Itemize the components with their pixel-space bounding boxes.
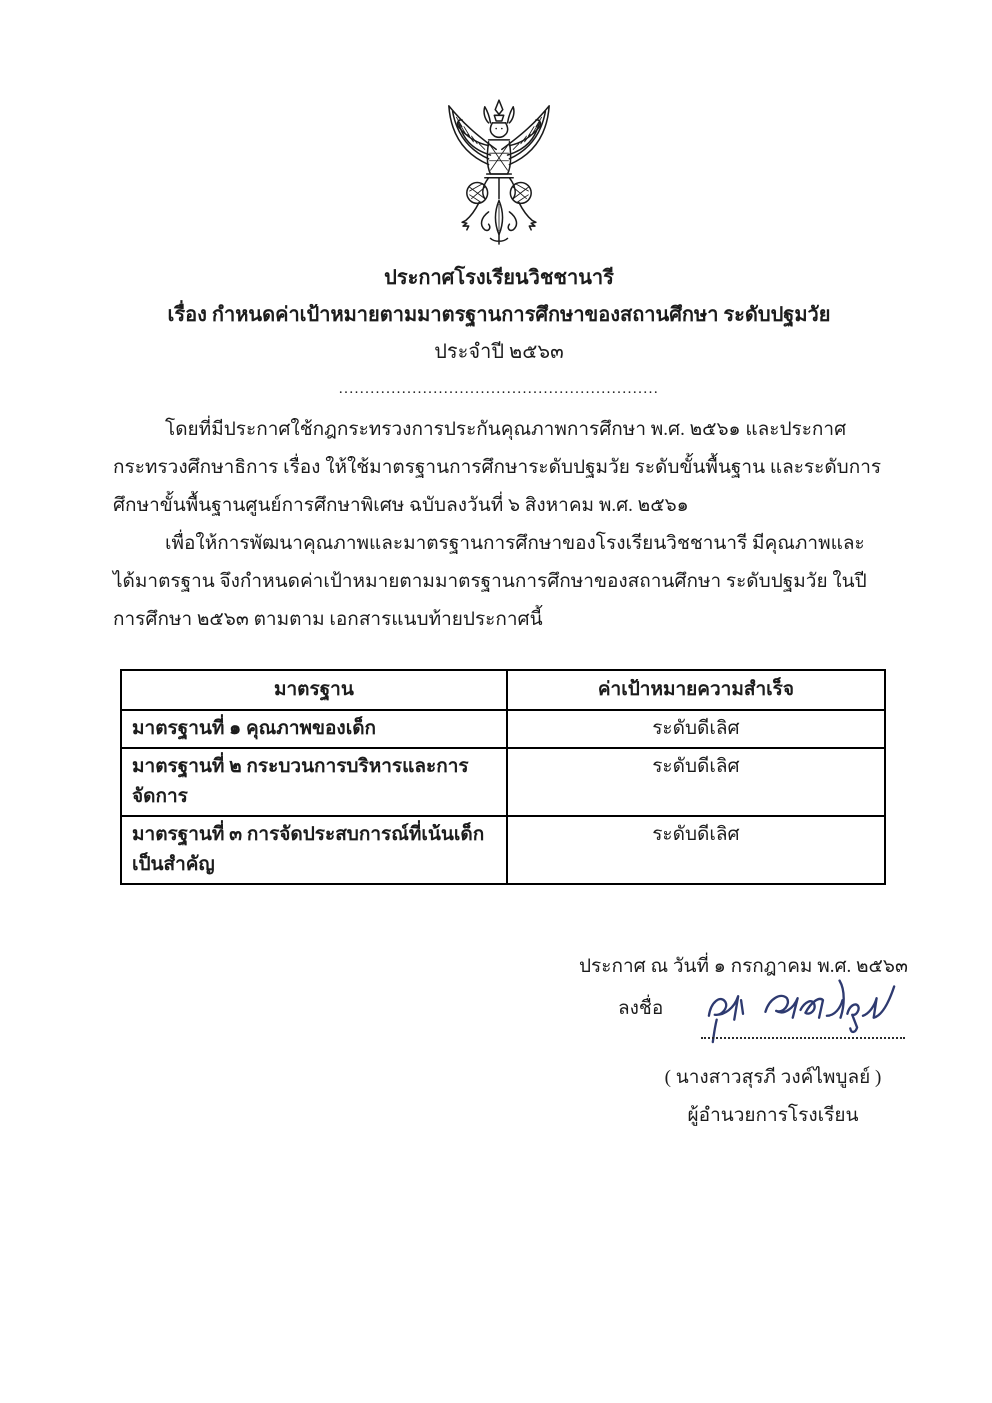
title-block [113, 260, 885, 401]
table-header-row [121, 670, 885, 710]
document-year: ประจำปี ๒๕๖๓ [434, 341, 564, 363]
dotted-divider: ............................................................. [338, 381, 660, 397]
table-header-target: ค่าเป้าหมายความสำเร็จ [507, 670, 885, 710]
table-row [121, 748, 885, 816]
document-title: ประกาศโรงเรียนวิชชานารี [384, 267, 614, 289]
table-row [121, 816, 885, 884]
standard-3-target: ระดับดีเลิศ [507, 816, 885, 884]
standard-2-label: มาตรฐานที่ ๒ กระบวนการบริหารและการจัดการ [121, 748, 507, 816]
table-row [121, 710, 885, 748]
table-header-standard: มาตรฐาน [121, 670, 507, 710]
signature-dotted-line [701, 1037, 905, 1039]
announcement-date: ประกาศ ณ วันที่ ๑ กรกฎาคม พ.ศ. ๒๕๖๓ [579, 956, 908, 977]
signature-block [113, 951, 908, 1181]
sign-label: ลงชื่อ [618, 998, 664, 1019]
emblem-container [113, 0, 885, 252]
body-text [113, 411, 885, 639]
handwritten-signature [695, 967, 910, 1045]
standard-3-label: มาตรฐานที่ ๓ การจัดประสบการณ์ที่เน้นเด็กเป็นสำคัญ [121, 816, 507, 884]
standards-table [120, 669, 886, 885]
signer-position: ผู้อำนวยการโรงเรียน [687, 1105, 859, 1126]
standard-1-label: มาตรฐานที่ ๑ คุณภาพของเด็ก [121, 710, 507, 748]
document-subject: เรื่อง กำหนดค่าเป้าหมายตามมาตรฐานการศึกษาของสถานศึกษา ระดับปฐมวัย [167, 304, 831, 326]
signer-name: ( นางสาวสุรภี วงค์ไพบูลย์ ) [664, 1067, 882, 1088]
standard-1-target: ระดับดีเลิศ [507, 710, 885, 748]
paragraph-preamble: โดยที่มีประกาศใช้กฎกระทรวงการประกันคุณภาพการศึกษา พ.ศ. ๒๕๖๑ และประกาศกระทรวงศึกษาธิการ เรื่อง ให้ใช้มาตรฐานการศึกษาระดับปฐมวัย ระดับขั้นพื้นฐาน และระดับการศึกษาขั้นพื้นฐานศูนย์การศึกษาพิเศษ ฉบับลงวันที่ ๖ สิงหาคม พ.ศ. ๒๕๖๑ [113, 419, 882, 516]
garuda-emblem-icon [428, 98, 570, 250]
paragraph-purpose: เพื่อให้การพัฒนาคุณภาพและมาตรฐานการศึกษาของโรงเรียนวิชชานารี มีคุณภาพและได้มาตรฐาน จึงกำหนดค่าเป้าหมายตามมาตรฐานการศึกษาของสถานศึกษา ระดับปฐมวัย ในปีการศึกษา ๒๕๖๓ ตามตาม เอกสารแนบท้ายประกาศนี้ [113, 533, 867, 630]
standard-2-target: ระดับดีเลิศ [507, 748, 885, 816]
